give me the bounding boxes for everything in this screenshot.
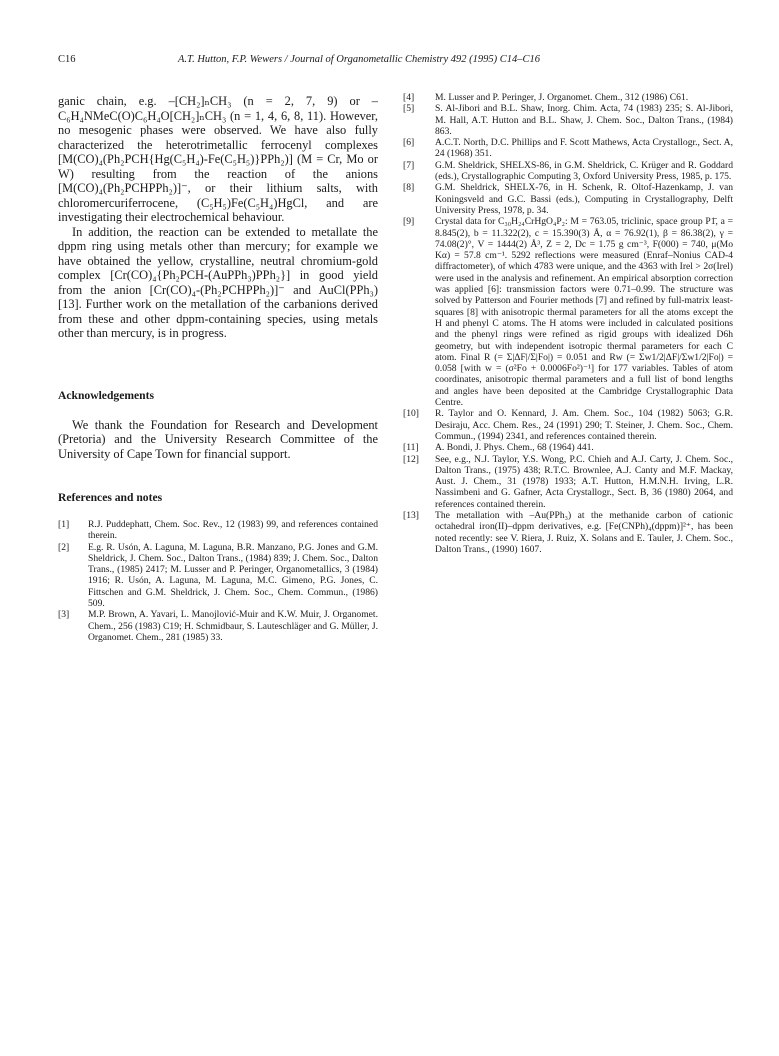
reference-item — [403, 442, 733, 453]
body-paragraph-2: In addition, the reaction can be extended to metallate the dppm ring using metals other than mercury; for example we have obtained the yellow, crystalline, neutral chromium-gold complex [Cr(CO)₄{Ph₂PCH-(AuPPh₃)PPh₂}] in good yield from the anion [Cr(CO)₄-(Ph₂PCHPPh₂)]⁻ and AuCl(PPh₃) [13]. Further work on the metallation of the carbanions derived from these and other dppm-containing species, using metals other than mercury, is in progress. — [58, 224, 378, 340]
reference-item — [403, 408, 733, 442]
right-column — [403, 92, 733, 555]
reference-text: The metallation with –Au(PPh₃) at the methanide carbon of cationic octahedral iron(II)–dppm derivatives, e.g. [Fe(CNPh)₄(dppm)]²⁺, has been noted recently: see V. Riera, J. Ruiz, X. Solans and E. Tauler, J. Chem. Soc., Dalton Trans., (1990) 1607. — [435, 509, 733, 555]
reference-number: [13] — [403, 509, 419, 521]
reference-item — [403, 103, 733, 137]
reference-item — [403, 510, 733, 555]
acknowledgements-section — [58, 418, 378, 462]
references-heading: References and notes — [58, 491, 163, 504]
body-paragraph-1: ganic chain, e.g. –[CH₂]ₙCH₃ (n = 2, 7, 9) or –C₆H₄NMeC(O)C₆H₄O[CH₂]ₙCH₃ (n = 1, 4, 6, 8, 11). However, no mesogenic phases were observed. We have also fully characterized the heterotrimetallic ferrocenyl complexes [M(CO)₄(Ph₂PCH{Hg(C₅H₄)-Fe(C₅H₅)}PPh₂)] (M = Cr, Mo or W) resulting from the reaction of the anions [M(CO)₄(Ph₂PCHPPh₂)]⁻, or their lithium salts, with chloromercuriferrocene, (C₅H₅)Fe(C₅H₄)HgCl, and are investigating their electrochemical behaviour. — [58, 94, 378, 224]
reference-number: [6] — [403, 137, 415, 149]
page-number: C16 — [58, 54, 76, 65]
reference-text: A. Bondi, J. Phys. Chem., 68 (1964) 441. — [435, 442, 594, 454]
reference-item — [403, 160, 733, 183]
acknowledgements-text: We thank the Foundation for Research and Development (Pretoria) and the University Research Committee of the University of Cape Town for financial support. — [58, 417, 378, 461]
page-header — [58, 54, 738, 70]
reference-number: [5] — [403, 103, 415, 115]
reference-number: [9] — [403, 216, 415, 228]
reference-text: Crystal data for C₃₀H₂₄CrHgO₄P₂: M = 763.05, triclinic, space group P1̄, a = 8.845(2), b = 11.322(2), c = 15.390(3) Å, α = 76.92(1), β = 86.38(2), γ = 74.08(2)°, V = 1444(2) Å³, Z = 2, Dc = 1.75 g cm⁻³, F(000) = 740, μ(Mo Kα) = 57.8 cm⁻¹. 5292 reflections were measured (Enraf–Nonius CAD-4 diffractometer), of which 4783 were unique, and the 4363 with Irel > 2σ(Irel) were used in the analysis and refinement. An empirical absorption correction was applied [6]: transmission factors were 0.71–0.99. The structure was solved by Patterson and Fourier methods [7] and refined by full-matrix least-squares [8] with anisotropic thermal parameters for all the atoms except the H and phenyl C atoms. The H atoms were included in calculated positions and the phenyl rings were refined as rigid groups with idealized D6h geometry, but with independent isotropic thermal parameters for each C atom. Final R (= Σ|ΔF|/Σ|Fo|) = 0.051 and Rw (= Σw1/2|ΔF|/Σw1/2|Fo|) = 0.058 [with w = (σ²Fo + 0.0006Fo²)⁻¹] for 177 variables. Tables of atom coordinates, anisotropic thermal parameters and a full list of bond lengths and angles have been deposited at the Cambridge Crystallographic Data Centre. — [435, 216, 733, 409]
reference-text: See, e.g., N.J. Taylor, Y.S. Wong, P.C. Chieh and A.J. Carty, J. Chem. Soc., Dalton Trans., (1975) 438; R.T.C. Brownlee, A.J. Canty and M.F. Mackay, Aust. J. Chem., 31 (1978) 1933; A.T. Hutton, H.M.N.H. Irving, L.R. Nassimbeni and G. Gafner, Acta Crystallogr., Sect. B, 36 (1980) 2064, and references contained therein. — [435, 453, 733, 510]
reference-text: M. Lusser and P. Peringer, J. Organomet. Chem., 312 (1986) C61. — [435, 92, 689, 103]
reference-item — [403, 454, 733, 510]
reference-item — [58, 519, 378, 542]
reference-number: [3] — [58, 609, 70, 621]
reference-item — [403, 92, 733, 103]
left-column — [58, 94, 378, 643]
reference-text: G.M. Sheldrick, SHELX-76, in H. Schenk, R. Oltof-Hazenkamp, J. van Koningsveld and G.C. Bassi (eds.), Computing in Crystallography, Delft University Press, 1978, p. 34. — [435, 182, 733, 216]
reference-text: G.M. Sheldrick, SHELXS-86, in G.M. Sheldrick, C. Krüger and R. Goddard (eds.), Crystallographic Computing 3, Oxford University Press, 1985, p. 175. — [435, 159, 733, 183]
acknowledgements-heading: Acknowledgements — [58, 388, 154, 402]
reference-item — [403, 137, 733, 160]
reference-number: [7] — [403, 159, 415, 171]
references-list-right — [403, 92, 733, 555]
reference-number: [4] — [403, 92, 415, 103]
reference-number: [12] — [403, 453, 419, 465]
reference-text: R. Taylor and O. Kennard, J. Am. Chem. Soc., 104 (1982) 5063; G.R. Desiraju, Acc. Chem. Res., 24 (1991) 290; T. Steiner, J. Chem. Soc., Chem. Commun., (1994) 2341, and references contained therein. — [435, 408, 733, 442]
reference-item — [403, 182, 733, 216]
reference-item — [58, 609, 378, 643]
reference-text: M.P. Brown, A. Yavari, L. Manojlović-Muir and K.W. Muir, J. Organomet. Chem., 256 (1983) C19; H. Schmidbaur, S. Lauteschläger and G. Müller, J. Organomet. Chem., 281 (1985) 33. — [88, 609, 378, 643]
reference-text: E.g. R. Usón, A. Laguna, M. Laguna, B.R. Manzano, P.G. Jones and G.M. Sheldrick, J. Chem. Soc., Dalton Trans., (1984) 839; J. Chem. Soc., Dalton Trans., (1985) 2417; M. Lusser and P. Peringer, Organometallics, 3 (1984) 1916; R. Usón, A. Laguna, M. Laguna, M.C. Gimeno, P.G. Jones, C. Fittschen and G.M. Sheldrick, J. Chem. Soc., Chem. Commun., (1986) 509. — [88, 541, 378, 610]
reference-number: [10] — [403, 408, 419, 420]
reference-text: R.J. Puddephatt, Chem. Soc. Rev., 12 (1983) 99, and references contained therein. — [88, 519, 378, 542]
running-title: A.T. Hutton, F.P. Wewers / Journal of Organometallic Chemistry 492 (1995) C14–C16 — [178, 54, 541, 65]
reference-item — [403, 216, 733, 408]
reference-text: A.C.T. North, D.C. Phillips and F. Scott Mathews, Acta Crystallogr., Sect. A, 24 (1968) 351. — [435, 137, 733, 160]
body-text — [58, 94, 378, 341]
reference-number: [2] — [58, 541, 70, 553]
reference-number: [11] — [403, 442, 419, 454]
references-list-left — [58, 519, 378, 643]
reference-number: [8] — [403, 182, 415, 194]
reference-text: S. Al-Jibori and B.L. Shaw, Inorg. Chim. Acta, 74 (1983) 235; S. Al-Jibori, M. Hall, A.T. Hutton and B.L. Shaw, J. Chem. Soc., Dalton Trans., (1984) 863. — [435, 103, 733, 137]
reference-item — [58, 542, 378, 610]
reference-number: [1] — [58, 519, 70, 530]
